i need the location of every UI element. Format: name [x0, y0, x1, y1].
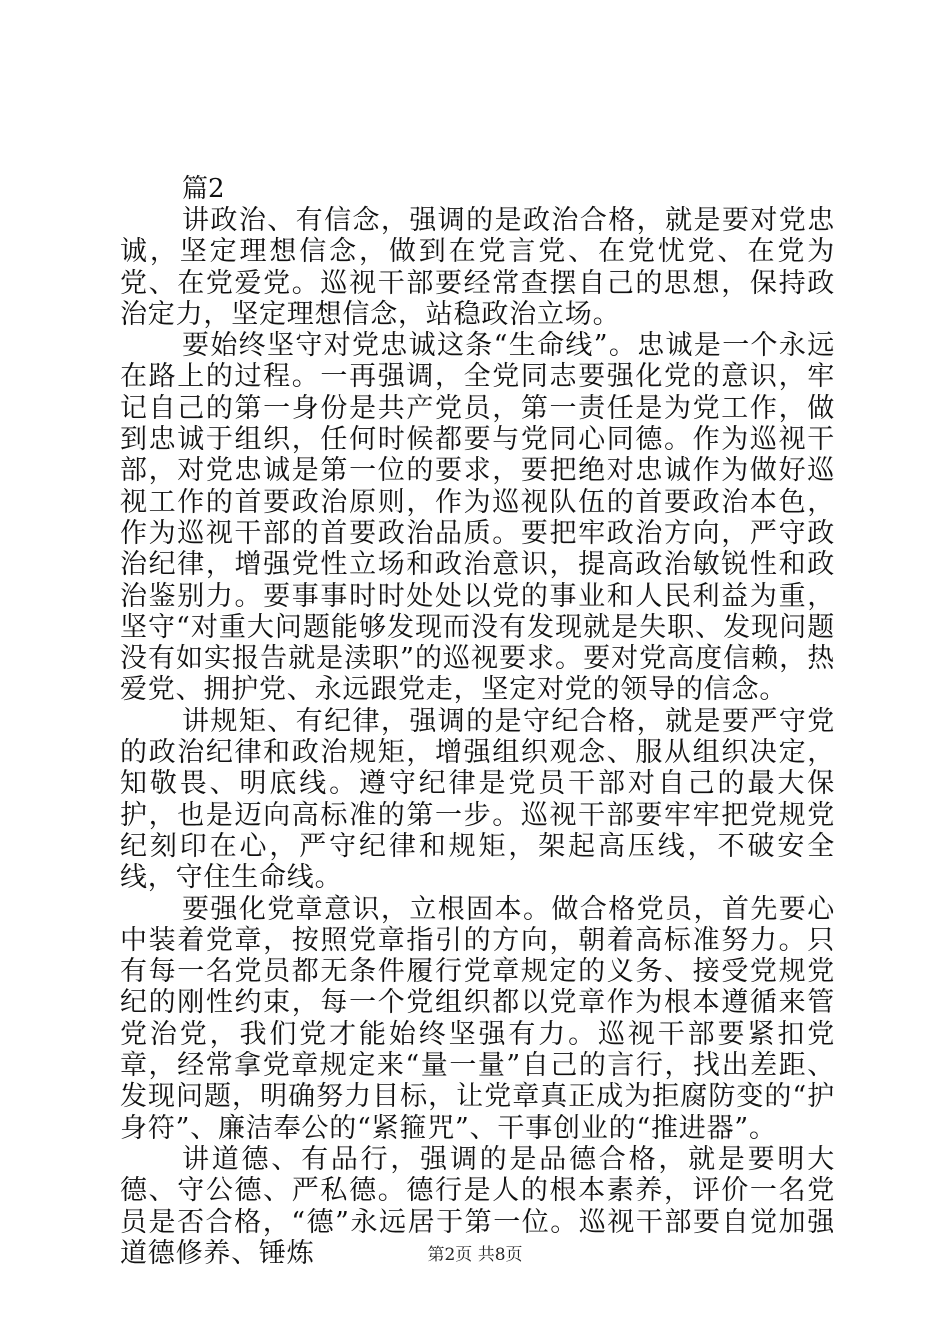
paragraph: 讲规矩、有纪律，强调的是守纪合格，就是要严守党的政治纪律和政治规矩，增强组织观念、服从组织决定，知敬畏、明底线。遵守纪律是党员干部对自己的最大保护，也是迈向高标准的第一步。巡视干部要牢牢把党规党纪刻印在心，严守纪律和规矩，架起高压线，不破安全线，守住生命线。	[120, 705, 835, 894]
paragraph: 讲政治、有信念，强调的是政治合格，就是要对党忠诚，坚定理想信念，做到在党言党、在党忧党、在党为党、在党爱党。巡视干部要经常查摆自己的思想，保持政治定力，坚定理想信念，站稳政治立场。	[120, 205, 835, 330]
section-heading: 篇2	[182, 174, 225, 204]
paragraph: 要强化党章意识，立根固本。做合格党员，首先要心中装着党章，按照党章指引的方向，朝着高标准努力。只有每一名党员都无条件履行党章规定的义务、接受党规党纪的刚性约束，每一个党组织都以党章作为根本遵循来管党治党，我们党才能始终坚强有力。巡视干部要紧扣党章，经常拿党章规定来“量一量”自己的言行，找出差距、发现问题，明确努力目标，让党章真正成为拒腐防变的“护身符”、廉洁奉公的“紧箍咒”、干事创业的“推进器”。	[120, 893, 835, 1144]
document-body	[120, 174, 835, 1269]
paragraph: 要始终坚守对党忠诚这条“生命线”。忠诚是一个永远在路上的过程。一再强调，全党同志要强化党的意识，牢记自己的第一身份是共产党员，第一责任是为党工作，做到忠诚于组织，任何时候都要与党同心同德。作为巡视干部，对党忠诚是第一位的要求，要把绝对忠诚作为做好巡视工作的首要政治原则，作为巡视队伍的首要政治本色，作为巡视干部的首要政治品质。要把牢政治方向，严守政治纪律，增强党性立场和政治意识，提高政治敏锐性和政治鉴别力。要事事时时处处以党的事业和人民利益为重，坚守“对重大问题能够发现而没有发现就是失职、发现问题没有如实报告就是渎职”的巡视要求。要对党高度信赖，热爱党、拥护党、永远跟党走，坚定对党的领导的信念。	[120, 330, 835, 706]
page-footer: 第2页 共8页	[427, 1245, 523, 1265]
paragraph: 讲道德、有品行，强调的是品德合格，就是要明大德、守公德、严私德。德行是人的根本素养，评价一名党员是否合格，“德”永远居于第一位。巡视干部要自觉加强道德修养、锤炼	[120, 1143, 835, 1269]
